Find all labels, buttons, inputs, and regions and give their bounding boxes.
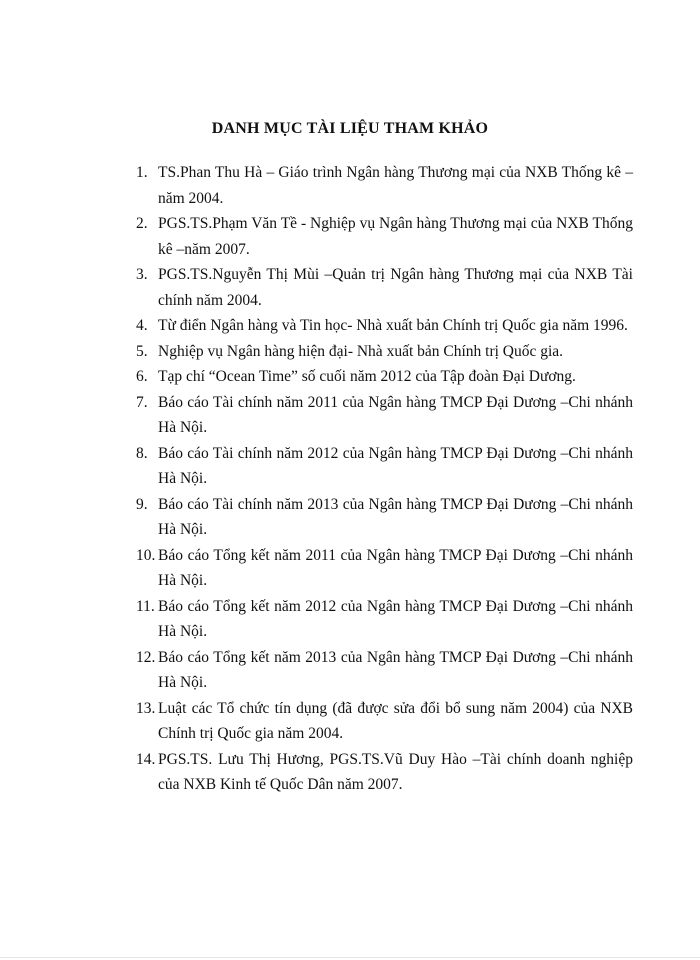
reference-text: Báo cáo Tài chính năm 2011 của Ngân hàng TMCP Đại Dương –Chi nhánh Hà Nội.	[158, 393, 633, 436]
reference-text: Từ điển Ngân hàng và Tin học- Nhà xuất bản Chính trị Quốc gia năm 1996.	[158, 317, 628, 334]
reference-number: 14.	[136, 750, 156, 768]
reference-number: 8.	[136, 444, 148, 462]
reference-number: 5.	[136, 342, 148, 360]
reference-text: PGS.TS.Nguyễn Thị Mùi –Quản trị Ngân hàng Thương mại của NXB Tài chính năm 2004.	[158, 266, 633, 309]
reference-text: Báo cáo Tổng kết năm 2012 của Ngân hàng TMCP Đại Dương –Chi nhánh Hà Nội.	[158, 597, 633, 640]
page-title: DANH MỤC TÀI LIỆU THAM KHẢO	[211, 120, 489, 137]
reference-text: Nghiệp vụ Ngân hàng hiện đại- Nhà xuất bản Chính trị Quốc gia.	[158, 342, 564, 360]
reference-number: 10.	[136, 546, 156, 564]
reference-item	[136, 390, 633, 441]
reference-text: Báo cáo Tài chính năm 2012 của Ngân hàng TMCP Đại Dương –Chi nhánh Hà Nội.	[158, 444, 633, 487]
page-bottom-divider	[0, 957, 700, 958]
reference-text: PGS.TS. Lưu Thị Hương, PGS.TS.Vũ Duy Hào –Tài chính doanh nghiệp của NXB Kinh tế Quốc Dân năm 2007.	[158, 750, 633, 793]
reference-item	[136, 364, 633, 390]
reference-item	[136, 160, 633, 211]
reference-text: PGS.TS.Phạm Văn Tề - Nghiệp vụ Ngân hàng Thương mại của NXB Thống kê –năm 2007.	[158, 215, 633, 258]
reference-number: 13.	[136, 699, 156, 717]
reference-item	[136, 492, 633, 543]
reference-item	[136, 543, 633, 594]
reference-text: Báo cáo Tổng kết năm 2013 của Ngân hàng TMCP Đại Dương –Chi nhánh Hà Nội.	[158, 648, 633, 691]
reference-number: 11.	[136, 597, 155, 615]
reference-number: 9.	[136, 495, 148, 513]
reference-item	[136, 696, 633, 747]
reference-item	[136, 441, 633, 492]
reference-item	[136, 645, 633, 696]
reference-number: 4.	[136, 317, 148, 334]
reference-number: 3.	[136, 266, 148, 283]
reference-item	[136, 747, 633, 798]
reference-item	[136, 594, 633, 645]
reference-number: 7.	[136, 393, 148, 411]
reference-text: Luật các Tổ chức tín dụng (đã được sửa đổi bổ sung năm 2004) của NXB Chính trị Quốc gia năm 2004.	[158, 699, 633, 742]
reference-text: Tạp chí “Ocean Time” số cuối năm 2012 của Tập đoàn Đại Dương.	[158, 368, 576, 385]
reference-item	[136, 211, 633, 262]
reference-text: Báo cáo Tổng kết năm 2011 của Ngân hàng TMCP Đại Dương –Chi nhánh Hà Nội.	[158, 546, 633, 589]
reference-item	[136, 313, 633, 339]
reference-item	[136, 262, 633, 313]
reference-number: 2.	[136, 215, 148, 232]
reference-text: Báo cáo Tài chính năm 2013 của Ngân hàng TMCP Đại Dương –Chi nhánh Hà Nội.	[158, 495, 633, 538]
reference-list	[136, 160, 633, 798]
reference-number: 12.	[136, 648, 156, 666]
reference-item	[136, 339, 633, 365]
reference-number: 6.	[136, 368, 148, 385]
reference-number: 1.	[136, 164, 148, 181]
reference-text: TS.Phan Thu Hà – Giáo trình Ngân hàng Thương mại của NXB Thống kê –năm 2004.	[158, 164, 633, 207]
